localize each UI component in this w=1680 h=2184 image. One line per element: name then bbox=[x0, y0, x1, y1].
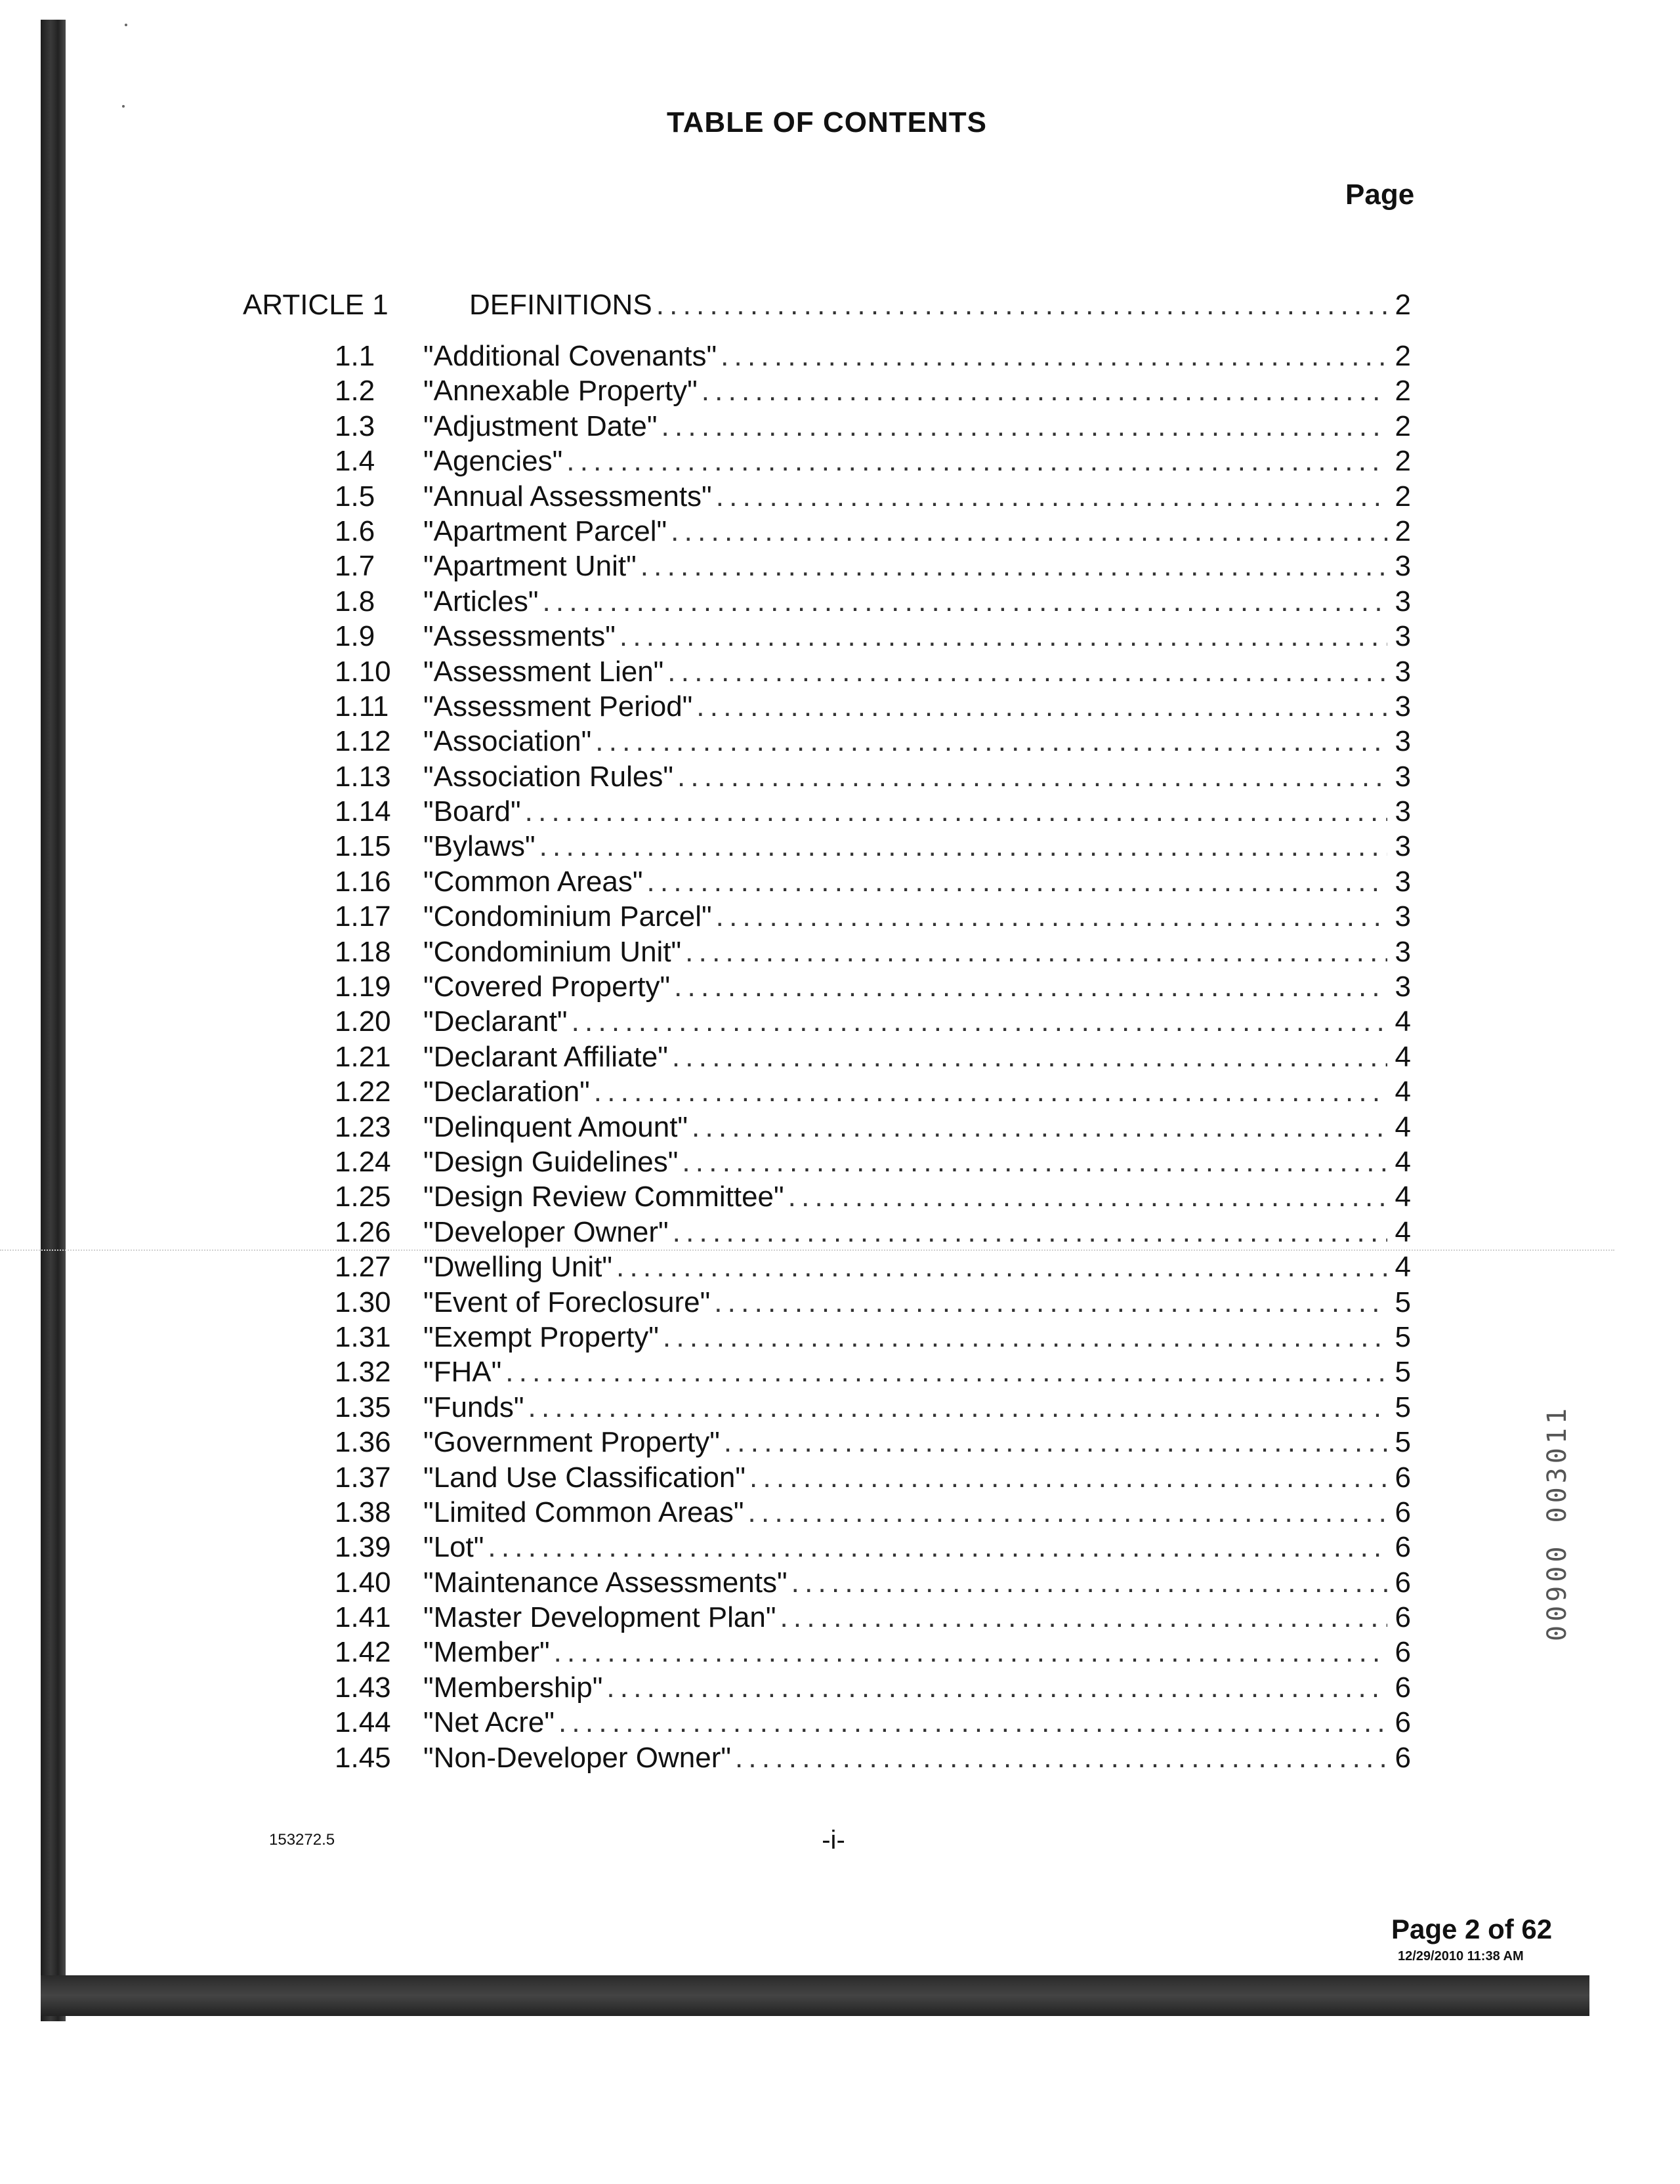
toc-entry-number: 1.12 bbox=[335, 725, 391, 758]
toc-entry-number: 1.19 bbox=[335, 971, 391, 1003]
toc-entry bbox=[308, 620, 1411, 655]
toc-entry-number: 1.45 bbox=[335, 1741, 391, 1774]
toc-entry-number: 1.21 bbox=[335, 1040, 391, 1073]
toc-entry bbox=[308, 900, 1411, 935]
toc-entry-number: 1.30 bbox=[335, 1286, 391, 1318]
toc-entry bbox=[308, 1111, 1411, 1146]
toc-entry-page: 6 bbox=[1395, 1566, 1411, 1599]
toc-entry-page: 2 bbox=[1395, 445, 1411, 478]
toc-entry-number: 1.17 bbox=[335, 900, 391, 933]
toc-entry-page: 3 bbox=[1395, 620, 1411, 653]
toc-entry-title: "Net Acre" bbox=[423, 1706, 555, 1739]
toc-entry-page: 2 bbox=[1395, 410, 1411, 442]
toc-entry-number: 1.18 bbox=[335, 935, 391, 968]
dot-leader bbox=[724, 1426, 1387, 1459]
toc-entry-number: 1.20 bbox=[335, 1005, 391, 1038]
dot-leader bbox=[716, 480, 1387, 513]
toc-entry-number: 1.13 bbox=[335, 760, 391, 793]
toc-entry bbox=[308, 1496, 1411, 1531]
toc-entry bbox=[308, 725, 1411, 760]
toc-entry bbox=[308, 1531, 1411, 1566]
toc-entry-number: 1.26 bbox=[335, 1215, 391, 1248]
toc-entry-number: 1.39 bbox=[335, 1531, 391, 1564]
toc-entry bbox=[308, 1636, 1411, 1671]
toc-entry-title: "Association" bbox=[423, 725, 592, 758]
toc-entry-page: 3 bbox=[1395, 900, 1411, 933]
toc-entry-title: "Non-Developer Owner" bbox=[423, 1741, 731, 1774]
dot-leader bbox=[672, 1041, 1387, 1074]
dot-leader bbox=[595, 725, 1387, 758]
toc-entry bbox=[308, 656, 1411, 690]
dot-leader bbox=[528, 1391, 1387, 1424]
toc-entry-number: 1.3 bbox=[335, 410, 375, 442]
toc-entry-title: "Delinquent Amount" bbox=[423, 1110, 688, 1143]
toc-entry bbox=[308, 1321, 1411, 1356]
toc-title: TABLE OF CONTENTS bbox=[667, 106, 987, 138]
dot-leader bbox=[692, 1111, 1387, 1144]
dot-leader bbox=[606, 1671, 1387, 1704]
recorder-side-number: 00900 003011 bbox=[1542, 1404, 1572, 1641]
dot-leader bbox=[558, 1706, 1387, 1739]
scan-speck bbox=[125, 24, 127, 26]
toc-entry-number: 1.14 bbox=[335, 795, 391, 828]
toc-entry bbox=[308, 690, 1411, 725]
dot-leader bbox=[667, 656, 1387, 688]
toc-entry-page: 6 bbox=[1395, 1461, 1411, 1494]
toc-entry-page: 5 bbox=[1395, 1286, 1411, 1318]
toc-entry-number: 1.23 bbox=[335, 1110, 391, 1143]
toc-entry bbox=[308, 1671, 1411, 1706]
toc-entry-number: 1.37 bbox=[335, 1461, 391, 1494]
toc-entry-page: 3 bbox=[1395, 795, 1411, 828]
toc-entry-title: "Covered Property" bbox=[423, 971, 671, 1003]
recorder-page-count: Page 2 of 62 bbox=[1391, 1914, 1553, 1944]
toc-entry-title: "Articles" bbox=[423, 585, 539, 618]
toc-entry-title: "Assessments" bbox=[423, 620, 616, 653]
toc-entry-page: 6 bbox=[1395, 1601, 1411, 1634]
toc-entry-title: "Land Use Classification" bbox=[423, 1461, 746, 1494]
toc-entry-page: 6 bbox=[1395, 1531, 1411, 1564]
toc-entry-title: "Bylaws" bbox=[423, 830, 536, 863]
toc-entry bbox=[308, 971, 1411, 1005]
toc-entry-page: 2 bbox=[1395, 514, 1411, 547]
toc-entry bbox=[308, 585, 1411, 620]
toc-entry-number: 1.42 bbox=[335, 1636, 391, 1669]
toc-entry bbox=[308, 1601, 1411, 1636]
dot-leader bbox=[525, 795, 1387, 828]
dot-leader bbox=[716, 900, 1387, 933]
dot-leader bbox=[505, 1356, 1387, 1389]
toc-entry-page: 4 bbox=[1395, 1005, 1411, 1038]
toc-entry-page: 2 bbox=[1395, 375, 1411, 408]
dot-leader bbox=[554, 1636, 1387, 1669]
dot-leader bbox=[788, 1181, 1387, 1213]
toc-entry-title: "Annual Assessments" bbox=[423, 480, 712, 513]
dot-leader bbox=[646, 866, 1387, 898]
toc-entry-title: "Member" bbox=[423, 1636, 550, 1669]
toc-entry-page: 3 bbox=[1395, 585, 1411, 618]
toc-entry bbox=[308, 830, 1411, 865]
toc-entry-page: 2 bbox=[1395, 340, 1411, 372]
toc-entry-title: "Exempt Property" bbox=[423, 1320, 659, 1353]
toc-entry bbox=[308, 550, 1411, 585]
toc-entry bbox=[308, 795, 1411, 830]
document-id: 153272.5 bbox=[269, 1831, 335, 1849]
toc-entry-number: 1.6 bbox=[335, 514, 375, 547]
dot-leader bbox=[791, 1566, 1387, 1599]
dot-leader bbox=[594, 1076, 1387, 1108]
toc-entry-number: 1.31 bbox=[335, 1320, 391, 1353]
toc-entry-number: 1.35 bbox=[335, 1391, 391, 1423]
toc-entry-number: 1.1 bbox=[335, 340, 375, 372]
dot-leader bbox=[735, 1742, 1387, 1774]
scan-bottom-edge bbox=[41, 1975, 1589, 2016]
toc-entry-title: "Declaration" bbox=[423, 1076, 590, 1108]
toc-entry bbox=[308, 1041, 1411, 1076]
dot-leader bbox=[673, 1216, 1387, 1249]
recorder-datetime: 12/29/2010 11:38 AM bbox=[1398, 1949, 1524, 1964]
toc-entry-title: "Limited Common Areas" bbox=[423, 1496, 744, 1528]
toc-entry-title: "Declarant Affiliate" bbox=[423, 1040, 668, 1073]
toc-entry-number: 1.10 bbox=[335, 655, 391, 688]
toc-entry-title: "Dwelling Unit" bbox=[423, 1251, 612, 1284]
toc-entry-title: "Funds" bbox=[423, 1391, 524, 1423]
dot-leader bbox=[663, 1321, 1387, 1354]
dot-leader bbox=[721, 340, 1387, 373]
dot-leader bbox=[566, 445, 1387, 478]
toc-entry bbox=[308, 480, 1411, 515]
toc-entry-title: "Design Review Committee" bbox=[423, 1181, 784, 1213]
article-title: DEFINITIONS bbox=[469, 289, 652, 321]
dot-leader bbox=[696, 690, 1387, 723]
toc-entry bbox=[308, 866, 1411, 900]
dot-leader bbox=[542, 585, 1387, 618]
toc-entry-page: 6 bbox=[1395, 1671, 1411, 1704]
toc-entry-title: "Condominium Parcel" bbox=[423, 900, 712, 933]
toc-entry-page: 5 bbox=[1395, 1320, 1411, 1353]
toc-entry-number: 1.43 bbox=[335, 1671, 391, 1704]
toc-entry-title: "Membership" bbox=[423, 1671, 603, 1704]
toc-entry bbox=[308, 515, 1411, 550]
toc-entry bbox=[308, 1146, 1411, 1181]
toc-entry-number: 1.22 bbox=[335, 1076, 391, 1108]
dot-leader bbox=[620, 620, 1387, 653]
toc-entry-page: 4 bbox=[1395, 1145, 1411, 1178]
toc-entry bbox=[308, 1181, 1411, 1215]
toc-entry-page: 4 bbox=[1395, 1181, 1411, 1213]
page-column-header: Page bbox=[1345, 178, 1415, 211]
toc-entry-title: "Adjustment Date" bbox=[423, 410, 658, 442]
toc-entry-number: 1.38 bbox=[335, 1496, 391, 1528]
toc-entry bbox=[308, 1742, 1411, 1776]
toc-entry-title: "Declarant" bbox=[423, 1005, 568, 1038]
toc-entry-title: "Lot" bbox=[423, 1531, 484, 1564]
article-row bbox=[243, 289, 1411, 326]
toc-entry-number: 1.16 bbox=[335, 865, 391, 898]
toc-entry-page: 6 bbox=[1395, 1706, 1411, 1739]
dot-leader bbox=[656, 289, 1387, 322]
dot-leader bbox=[662, 410, 1387, 443]
toc-entry bbox=[308, 375, 1411, 410]
toc-entry-page: 3 bbox=[1395, 935, 1411, 968]
toc-entry bbox=[308, 1005, 1411, 1040]
toc-entry-title: "Agencies" bbox=[423, 445, 563, 478]
toc-entry-title: "Condominium Unit" bbox=[423, 935, 682, 968]
toc-entry bbox=[308, 1356, 1411, 1391]
toc-entry-page: 5 bbox=[1395, 1426, 1411, 1459]
toc-entry-number: 1.11 bbox=[335, 690, 389, 723]
toc-entry bbox=[308, 1286, 1411, 1321]
toc-entry-page: 6 bbox=[1395, 1636, 1411, 1669]
toc-entry-number: 1.9 bbox=[335, 620, 375, 653]
toc-entry-page: 2 bbox=[1395, 480, 1411, 513]
toc-entry bbox=[308, 1251, 1411, 1286]
toc-entry-number: 1.24 bbox=[335, 1145, 391, 1178]
dot-leader bbox=[677, 761, 1387, 793]
toc-entry bbox=[308, 1461, 1411, 1496]
dot-leader bbox=[488, 1531, 1387, 1564]
toc-entry-title: "Apartment Unit" bbox=[423, 550, 637, 583]
toc-entry-page: 3 bbox=[1395, 725, 1411, 758]
toc-entry-title: "Developer Owner" bbox=[423, 1215, 669, 1248]
article-page: 2 bbox=[1395, 289, 1411, 321]
toc-entry bbox=[308, 1426, 1411, 1461]
toc-list bbox=[308, 340, 1411, 1776]
dot-leader bbox=[685, 936, 1387, 969]
toc-entry-number: 1.4 bbox=[335, 445, 375, 478]
toc-entry-title: "Annexable Property" bbox=[423, 375, 698, 408]
toc-entry-number: 1.41 bbox=[335, 1601, 391, 1634]
toc-entry-title: "Design Guidelines" bbox=[423, 1145, 679, 1178]
toc-entry-title: "Maintenance Assessments" bbox=[423, 1566, 788, 1599]
toc-entry bbox=[308, 410, 1411, 445]
toc-entry-title: "FHA" bbox=[423, 1356, 502, 1389]
page-folio: -i- bbox=[822, 1826, 845, 1855]
scan-left-edge bbox=[41, 20, 66, 2021]
toc-entry-number: 1.32 bbox=[335, 1356, 391, 1389]
toc-entry-page: 5 bbox=[1395, 1356, 1411, 1389]
article-label: ARTICLE 1 bbox=[243, 289, 388, 321]
toc-entry bbox=[308, 761, 1411, 795]
toc-entry-title: "Assessment Period" bbox=[423, 690, 693, 723]
toc-entry-page: 4 bbox=[1395, 1040, 1411, 1073]
toc-entry-title: "Government Property" bbox=[423, 1426, 720, 1459]
toc-entry-page: 3 bbox=[1395, 690, 1411, 723]
toc-entry bbox=[308, 1076, 1411, 1110]
toc-entry-page: 3 bbox=[1395, 655, 1411, 688]
toc-entry-title: "Apartment Parcel" bbox=[423, 514, 667, 547]
dot-leader bbox=[674, 971, 1387, 1003]
dot-leader bbox=[572, 1005, 1387, 1038]
toc-entry-page: 3 bbox=[1395, 830, 1411, 863]
dot-leader bbox=[671, 515, 1387, 548]
dot-leader bbox=[714, 1286, 1387, 1319]
toc-entry-title: "Event of Foreclosure" bbox=[423, 1286, 711, 1318]
toc-entry-title: "Additional Covenants" bbox=[423, 340, 717, 372]
toc-entry-number: 1.7 bbox=[335, 550, 375, 583]
toc-entry-page: 3 bbox=[1395, 971, 1411, 1003]
toc-entry-number: 1.15 bbox=[335, 830, 391, 863]
toc-entry bbox=[308, 1216, 1411, 1251]
toc-entry-page: 4 bbox=[1395, 1076, 1411, 1108]
toc-entry bbox=[308, 1391, 1411, 1426]
toc-entry-page: 3 bbox=[1395, 865, 1411, 898]
toc-entry-number: 1.8 bbox=[335, 585, 375, 618]
dot-leader bbox=[616, 1251, 1387, 1284]
dot-leader bbox=[682, 1146, 1387, 1179]
toc-entry-number: 1.44 bbox=[335, 1706, 391, 1739]
toc-entry-page: 6 bbox=[1395, 1496, 1411, 1528]
toc-entry-page: 4 bbox=[1395, 1110, 1411, 1143]
dot-leader bbox=[539, 830, 1387, 863]
toc-entry-page: 4 bbox=[1395, 1215, 1411, 1248]
toc-entry-number: 1.25 bbox=[335, 1181, 391, 1213]
toc-entry-number: 1.36 bbox=[335, 1426, 391, 1459]
toc-entry bbox=[308, 445, 1411, 480]
toc-entry bbox=[308, 340, 1411, 375]
toc-entry-page: 3 bbox=[1395, 760, 1411, 793]
toc-entry-number: 1.2 bbox=[335, 375, 375, 408]
toc-entry-title: "Association Rules" bbox=[423, 760, 673, 793]
toc-entry-number: 1.40 bbox=[335, 1566, 391, 1599]
toc-entry bbox=[308, 1706, 1411, 1741]
dot-leader bbox=[640, 550, 1387, 583]
toc-entry bbox=[308, 1566, 1411, 1601]
toc-entry-title: "Common Areas" bbox=[423, 865, 643, 898]
dot-leader bbox=[780, 1601, 1387, 1634]
toc-entry-page: 4 bbox=[1395, 1251, 1411, 1284]
toc-entry-number: 1.27 bbox=[335, 1251, 391, 1284]
toc-entry-title: "Master Development Plan" bbox=[423, 1601, 776, 1634]
toc-entry bbox=[308, 936, 1411, 971]
toc-entry-page: 3 bbox=[1395, 550, 1411, 583]
toc-entry-number: 1.5 bbox=[335, 480, 375, 513]
toc-entry-title: "Board" bbox=[423, 795, 521, 828]
toc-entry-title: "Assessment Lien" bbox=[423, 655, 664, 688]
dot-leader bbox=[749, 1461, 1387, 1494]
dot-leader bbox=[702, 375, 1387, 408]
toc-entry-page: 5 bbox=[1395, 1391, 1411, 1423]
dot-leader bbox=[748, 1496, 1387, 1529]
toc-entry-page: 6 bbox=[1395, 1741, 1411, 1774]
